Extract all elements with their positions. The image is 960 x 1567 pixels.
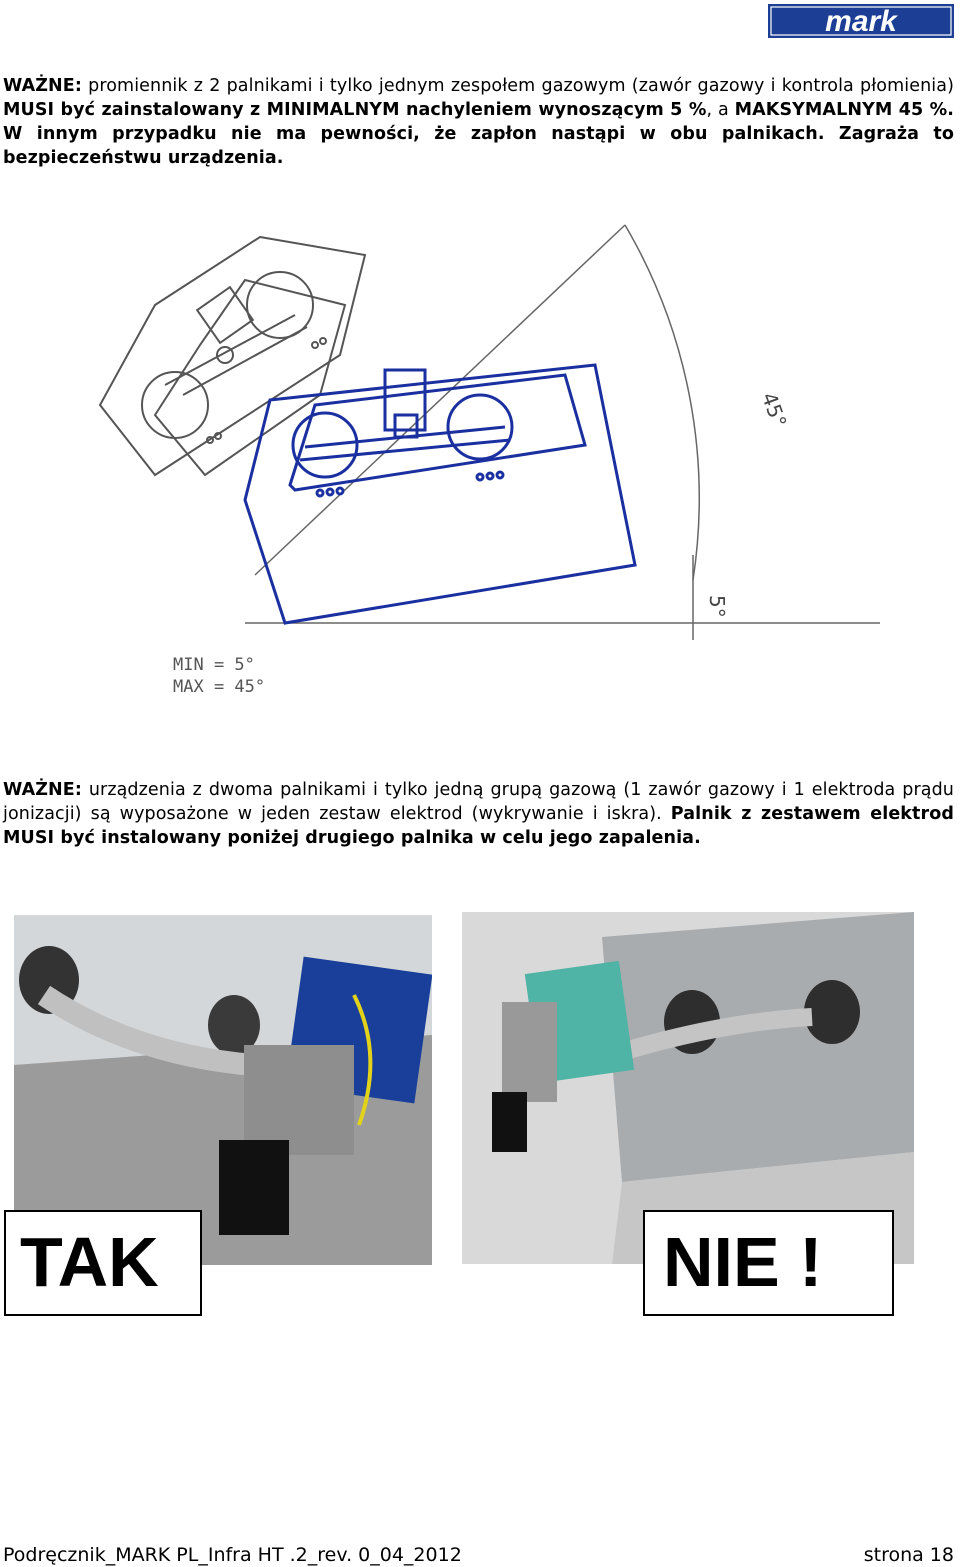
footer-page-number: strona 18 — [863, 1544, 954, 1566]
warning-paragraph-2: WAŻNE: urządzenia z dwoma palnikami i tylko jedną grupą gazową (1 zawór gazowy i 1 elektroda prądu jonizacji) są wyposażone w jeden zestaw elektrod (wykrywanie i iskra). Palnik z zestawem elektrod MUSI być instalowany poniżej drugiego palnika w celu jego zapalenia. — [3, 780, 954, 848]
legend-max: MAX = 45° — [173, 677, 266, 697]
footer-document-id: Podręcznik_MARK PL_Infra HT .2_rev. 0_04_2012 — [3, 1544, 462, 1566]
warning-label-1: WAŻNE: — [3, 76, 82, 96]
angle-45-label: 45° — [756, 389, 792, 431]
max-angle-line — [255, 225, 625, 575]
mark-logo — [768, 4, 954, 38]
warning-label-2: WAŻNE: — [3, 780, 82, 800]
angle-arc — [625, 225, 699, 580]
logo-text: mark — [825, 5, 897, 38]
tilted-radiator-outline — [100, 237, 365, 475]
angle-5-label: 5° — [705, 595, 729, 618]
legend-min: MIN = 5° — [173, 655, 255, 675]
label-nie: NIE ! — [643, 1210, 894, 1316]
label-tak: TAK — [4, 1210, 202, 1316]
page-footer — [3, 1543, 954, 1567]
warning-paragraph-1: WAŻNE: promiennik z 2 palnikami i tylko jednym zespołem gazowym (zawór gazowy i kontrola płomienia) MUSI być zainstalowany z MINIMALNYM nachyleniem wynoszącym 5 %, a MAKSYMALNYM 45 %. W innym przypadku nie ma pewności, że zapłon nastąpi w obu palnikach. Zagraża to bezpieczeństwu urządzenia. — [3, 76, 955, 168]
radiator-5deg-outline — [245, 365, 635, 623]
tilt-angle-drawing — [95, 215, 885, 705]
